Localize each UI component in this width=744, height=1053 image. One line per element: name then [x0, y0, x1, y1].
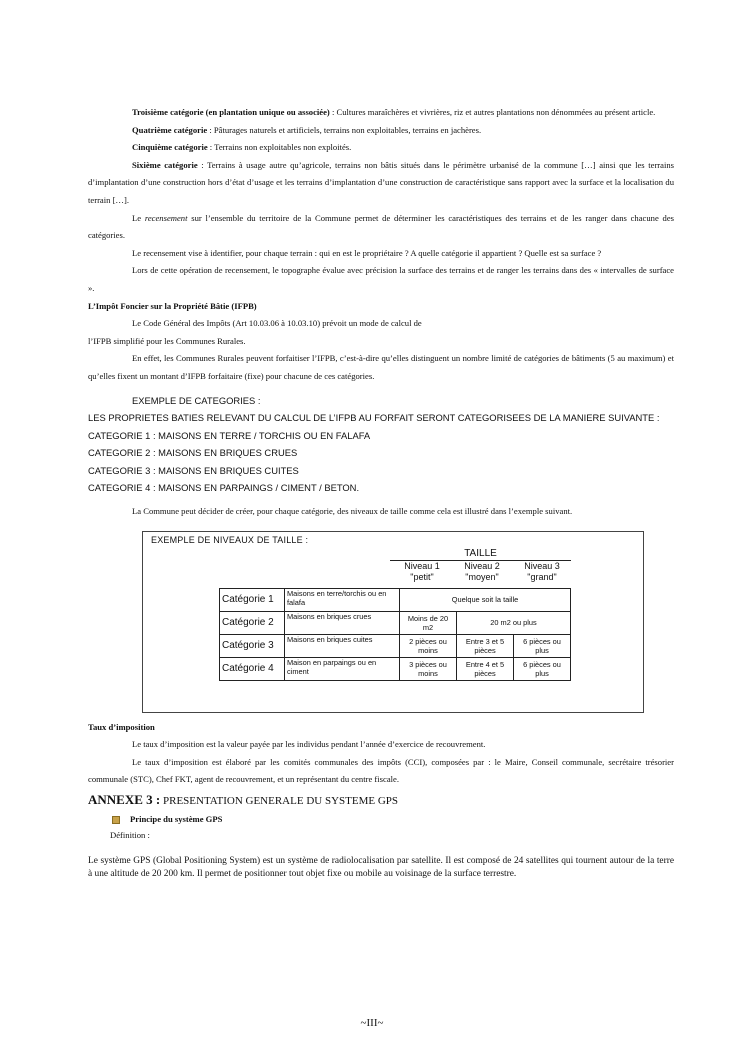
bullet-square-icon — [112, 816, 120, 824]
paragraph-forfaitiser: En effet, les Communes Rurales peuvent forfaitiser l’IFPB, c’est-à-dire qu’elles distinguent un nombre limité de catégories de bâtiments (5 au maximum) et qu’elles fixent un montant d’IFPB forfaitaire (fixe) pour chacune de ces catégories. — [88, 353, 674, 381]
paragraph-ifpb-simplifie: l’IFPB simplifié pour les Communes Rurales. — [88, 335, 246, 346]
text-quatrieme-categorie: : Pâturages naturels et artificiels, terrains non exploitables, terrains en jachères. — [207, 124, 482, 135]
niveau-3-header — [513, 561, 571, 583]
table-cell-category: Catégorie 1 — [220, 588, 285, 611]
table-cell-category: Catégorie 2 — [220, 611, 285, 634]
table-cell-niveau-3: 6 pièces ou plus — [514, 634, 571, 657]
table-cell-niveau-1: Moins de 20 m2 — [400, 611, 457, 634]
text-recensement: sur l’ensemble du territoire de la Commune permet de déterminer les caractéristiques des terrains et de les ranger dans chacune des catégories. — [88, 212, 674, 241]
table-cell-niveau-3: 6 pièces ou plus — [514, 657, 571, 680]
table-cell-description: Maison en parpaings ou en ciment — [285, 657, 400, 680]
bullet-text: Principe du système GPS — [130, 814, 223, 825]
paragraph-taux-elabore: Le taux d’imposition est élaboré par les comités communales des impôts (CCI), composées par : le Maire, Conseil communale, secrétaire trésorier communale (STC), Chef FKT, agent de recouvrement, et un représentant du centre fiscale. — [88, 756, 674, 785]
paragraph-troisieme-categorie — [88, 104, 674, 122]
annexe-3-heading — [88, 790, 674, 811]
example-category-2: CATEGORIE 2 : MAISONS EN BRIQUES CRUES — [88, 447, 298, 459]
figure-taille-header: TAILLE — [390, 548, 571, 561]
text-recensement-pre: Le — [132, 212, 145, 223]
table-cell-niveau-1: 2 pièces ou moins — [400, 634, 457, 657]
table-cell-description: Maisons en terre/torchis ou en falafa — [285, 588, 400, 611]
paragraph-cinquieme-categorie — [88, 139, 674, 157]
niveau-2-name: "moyen" — [465, 571, 499, 582]
example-category-4: CATEGORIE 4 : MAISONS EN PARPAINGS / CIMENT / BETON. — [88, 482, 360, 494]
definition-label: Définition : — [110, 830, 150, 841]
bullet-principe-gps — [112, 811, 674, 827]
niveau-1-header — [393, 561, 451, 583]
table-cell-description: Maisons en briques cuites — [285, 634, 400, 657]
niveau-1-name: "petit" — [410, 571, 434, 582]
annexe-title: PRESENTATION GENERALE DU SYSTEME GPS — [160, 795, 399, 808]
table-cell-category: Catégorie 3 — [220, 634, 285, 657]
table-cell-description: Maisons en briques crues — [285, 611, 400, 634]
text-cinquieme-categorie: : Terrains non exploitables non exploités. — [207, 142, 352, 153]
niveau-2-label: Niveau 2 — [464, 560, 500, 571]
niveau-3-label: Niveau 3 — [524, 560, 560, 571]
paragraph-recensement-vise: Le recensement vise à identifier, pour chaque terrain : qui en est le propriétaire ? A quelle catégorie il appartient ? Quelle est sa surface ? — [132, 247, 602, 258]
example-title: EXEMPLE DE CATEGORIES : — [132, 394, 261, 406]
label-troisieme-categorie: Troisième catégorie (en plantation unique ou associée) — [132, 107, 330, 117]
example-category-3: CATEGORIE 3 : MAISONS EN BRIQUES CUITES — [88, 464, 299, 476]
table-cell-niveau-2-3: 20 m2 ou plus — [457, 611, 571, 634]
text-recensement-em: recensement — [144, 212, 188, 223]
page-content — [88, 104, 674, 881]
table-row — [220, 657, 571, 680]
label-sixieme-categorie: Sixième catégorie — [132, 159, 198, 170]
text-troisieme-categorie: : Cultures maraîchères et vivrières, riz et autres plantations non dénommées au présent article. — [329, 107, 656, 117]
annexe-label: ANNEXE 3 : — [88, 792, 161, 808]
paragraph-topographe: Lors de cette opération de recensement, le topographe évalue avec précision la surface des terrains et de ranger les terrains dans des « intervalles de surface ». — [88, 265, 674, 293]
paragraph-quatrieme-categorie — [88, 122, 674, 140]
page-number: ~III~ — [360, 1017, 384, 1029]
table-row — [220, 588, 571, 611]
figure-title: EXEMPLE DE NIVEAUX DE TAILLE : — [151, 534, 309, 545]
heading-ifpb: L’Impôt Foncier sur la Propriété Bâtie (IFPB) — [88, 300, 257, 311]
paragraph-niveaux-taille: La Commune peut décider de créer, pour chaque catégorie, des niveaux de taille comme cela est illustré dans l’exemple suivant. — [132, 506, 573, 517]
niveau-3-name: "grand" — [527, 571, 557, 582]
table-cell-niveau-2: Entre 3 et 5 pièces — [457, 634, 514, 657]
paragraph-code-general: Le Code Général des Impôts (Art 10.03.06 à 10.03.10) prévoit un mode de calcul de — [132, 318, 422, 329]
table-cell-all-sizes: Quelque soit la taille — [400, 588, 571, 611]
niveaux-table — [219, 588, 571, 681]
niveau-2-header — [453, 561, 511, 583]
table-row — [220, 611, 571, 634]
spacer — [88, 843, 674, 855]
paragraph-taux-valeur: Le taux d’imposition est la valeur payée par les individus pendant l’année d’exercice de recouvrement. — [132, 739, 486, 750]
example-category-1: CATEGORIE 1 : MAISONS EN TERRE / TORCHIS OU EN FALAFA — [88, 429, 371, 441]
niveau-1-label: Niveau 1 — [404, 560, 440, 571]
heading-taux-imposition: Taux d’imposition — [88, 721, 155, 732]
label-quatrieme-categorie: Quatrième catégorie — [132, 124, 208, 135]
table-cell-niveau-1: 3 pièces ou moins — [400, 657, 457, 680]
paragraph-recensement — [88, 210, 674, 245]
figure-niveaux-taille — [142, 531, 644, 713]
table-cell-category: Catégorie 4 — [220, 657, 285, 680]
table-cell-niveau-2: Entre 4 et 5 pièces — [457, 657, 514, 680]
label-cinquieme-categorie: Cinquième catégorie — [132, 142, 208, 153]
paragraph-gps: Le système GPS (Global Positioning System) est un système de radiolocalisation par satellite. Il est composé de 24 satellites qui tournent autour de la terre à une altitude de 20 200 km. Il permet de positionner tout objet fixe ou mobile au voisinage de la surface terrestre. — [88, 856, 674, 880]
example-intro: LES PROPRIETES BATIES RELEVANT DU CALCUL DE L’IFPB AU FORFAIT SERONT CATEGORISEES DE LA MANIERE SUIVANTE : — [88, 412, 660, 424]
table-row — [220, 634, 571, 657]
paragraph-sixieme-categorie — [88, 157, 674, 210]
text-sixieme-categorie: : Terrains à usage autre qu’agricole, terrains non bâtis situés dans le périmètre urbanisé de la commune […] ainsi que les terrains d’implantation d’une construction hors d’état d’usage et les terrains d’implantation d’une construction de caractéristique sans rapport avec la surface et la localisation du terrain […]. — [88, 159, 675, 205]
